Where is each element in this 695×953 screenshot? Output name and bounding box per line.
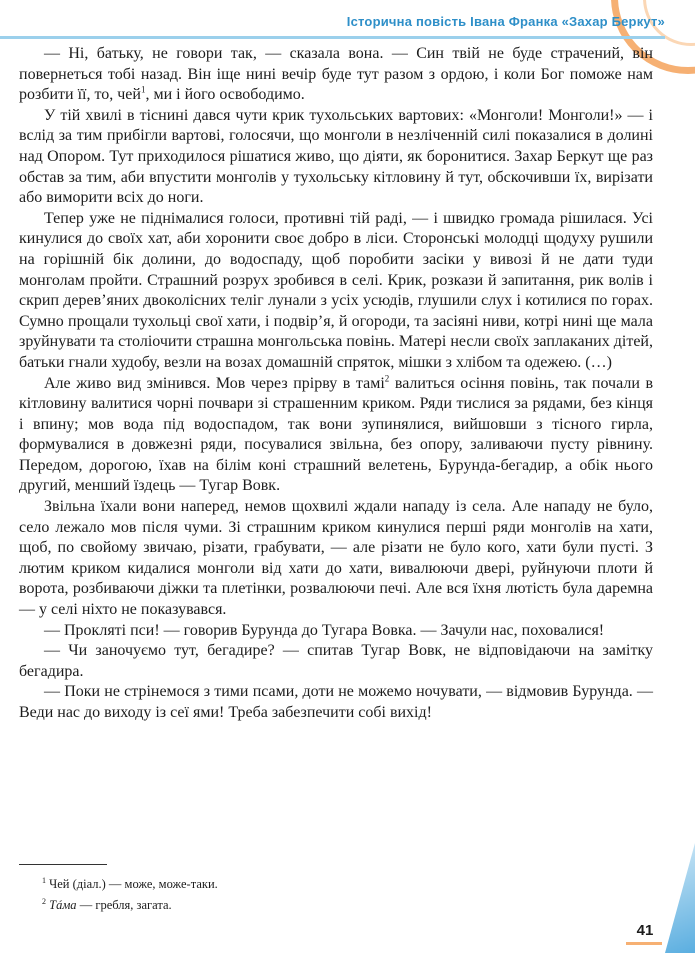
paragraph-8: — Поки не стрінемося з тими псами, доти не можемо ночувати, — відмовив Бурунда. — Веди нас до виходу із сеї ями! Треба забезпечити собі вихід! (19, 683, 653, 721)
paragraph-1: — Ні, батьку, не говори так, — сказала вона. — Син твій не буде страчений, він повернеться тобі назад. Він іще нині вечір буде тут разом з ордою, і коли Бог поможе нам розбити її, то, чей$^1$, ми і його освободимо. (19, 45, 653, 104)
paragraph-7: — Чи заночуємо тут, бегадире? — спитав Тугар Вовк, не відповідаючи на замітку бегадира. (19, 642, 653, 680)
footnote-ref-1[interactable]: 1 (140, 84, 146, 95)
page-number: 41 (636, 922, 654, 939)
paragraph-3: Тепер уже не піднімалися голоси, противні тій раді, — і швидко громада рішилася. Усі кинулися до своїх хат, аби хоронити своє добро в ліси. Сторонські молодці щодуху рушили на горішній бік долини, до водоспаду, щоб поробити засіки у вивозі й не дати туди монголам пройти. Страшний розрух зробився в селі. Крик, розкази й запитання, рик волів і скрип дерев’яних двоколісних теліг лунали з усіх усюдів, глушили слух і котилися по горах. Сумно прощали тухольці свої хати, і подвір’я, й огороди, та засіяні ниви, котрі нині ще мала зруйнувати та століочити страшна монгольська повінь. Матері несли своїх заплаканих дітей, батьки гнали худобу, везли на возах домашній спряток, мішки з хлібом та одежею. (…) (19, 209, 653, 371)
footnotes (42, 872, 642, 914)
footnote-1: $^1$ Чей (діал.) — може, може-таки. (42, 876, 218, 892)
header-rule (0, 36, 665, 39)
footnote-2: $^2$ Тáма — гребля, загата. (42, 897, 172, 913)
paragraph-5: Звільна їхали вони наперед, немов щохвилі ждали нападу із села. Але нападу не було, село лежало мов після чуми. Зі страшним криком кинулися перші ряди монголів на хати, щоб, по свойому звичаю, різати, грабувати, — але різати не було кого, хати були пусті. З лютим криком кидалися монголи від хати до хати, вивалюючи двері, руйнуючи плоти й ворота, розбиваючи діжки та плетінки, розвалюючи печі. Але вся їхня лютість була даремна — у селі ніхто не показувався. (19, 498, 653, 619)
decorative-corner (665, 843, 695, 953)
footnote-ref-2[interactable]: 2 (384, 373, 390, 384)
paragraph-2: У тій хвилі в тіснині дався чути крик тухольських вартових: «Монголи! Монголи!» — і вслід за тим прибігли вартові, голосячи, що монголи в незліченній силі показалися в долині над Опором. Тут приходилося рішатися живо, що діяти, як боронитися. Захар Беркут ще раз обстав за тим, аби впустити монголів у тухольську кітловину й тут, обскочивши їх, вирізати або виморити всіх до ноги. (19, 106, 653, 207)
page-number-underline (626, 942, 662, 945)
paragraph-6: — Прокляті пси! — говорив Бурунда до Тугара Вовка. — Зачули нас, поховалися! (44, 621, 605, 639)
running-header: Історична повість Івана Франка «Захар Беркут» (346, 14, 665, 29)
paragraph-4: Але живо вид змінився. Мов через прірву в тамі$^2$ валиться осіння повінь, так почали в кітловину валитися чорні почвари зі страшенним криком. Ряди тислися за рядами, без кінця і впину; мов вода під водоспадом, так вони зупинялися, вийшовши з тісного гирла, формувалися в довжезні ряди, посувалися звільна, без опору, заливаючи пусту рівнину. Передом, дорогою, їхав на білім коні страшний велетень, Бурунда-бегадир, а обік нього другий, менший їздець — Тугар Вовк. (19, 373, 654, 495)
footnote-rule (19, 864, 107, 865)
body-text (19, 44, 653, 724)
